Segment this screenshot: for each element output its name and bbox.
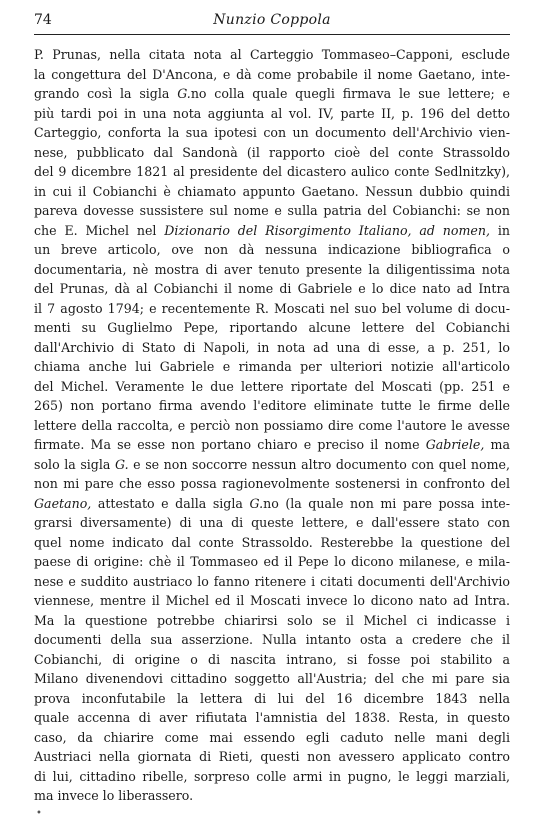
running-head <box>34 10 510 35</box>
text-segment: Gabriele, <box>425 437 485 452</box>
text-line <box>34 513 510 533</box>
text-line <box>34 338 510 358</box>
text-line <box>34 611 510 631</box>
text-segment: P. Prunas, nella citata nota al Carteggio Tommaseo–Capponi, esclude <box>34 47 510 62</box>
text-line <box>34 455 510 475</box>
text-line <box>34 552 510 572</box>
text-segment: nese e suddito austriaco lo fanno ritenere i citati documenti dell'Archivio <box>34 573 510 589</box>
text-segment: e se non soccorre nessun altro documento con quel nome, <box>128 456 510 472</box>
text-segment: del Prunas, dà al Cobianchi il nome di Gabriele e lo dice nato ad Intra <box>34 281 510 296</box>
text-segment: prova inconfutabile la lettera di lui del 16 dicembre 1843 nella <box>34 690 510 706</box>
text-line <box>34 84 510 104</box>
text-line <box>34 162 510 182</box>
text-segment: paese di origine: chè il Tommaseo ed il Pepe lo dicono milanese, e mila- <box>34 554 510 569</box>
text-line <box>34 669 510 689</box>
text-segment: G. <box>177 86 191 101</box>
text-line <box>34 123 510 143</box>
text-segment: in cui il Cobianchi è chiamato appunto Gaetano. Nessun dubbio quindi <box>34 183 510 199</box>
running-title: Nunzio Coppola <box>213 12 331 28</box>
book-page <box>34 10 510 806</box>
text-segment: ma <box>484 437 510 452</box>
text-segment: Milano divenendovi cittadino soggetto all'Austria; del che mi pare sia <box>34 671 510 686</box>
text-segment: chiama anche lui Gabriele e rimanda per ulteriori notizie all'articolo <box>34 359 510 374</box>
text-line <box>34 143 510 163</box>
text-line <box>34 786 510 806</box>
text-line <box>34 630 510 650</box>
text-segment: solo la sigla <box>34 456 115 472</box>
text-segment: 265) non portano firma avendo l'editore eliminate tutte le firme delle <box>34 398 510 413</box>
body-text <box>34 45 510 806</box>
text-segment: quel nome indicato dal conte Strassoldo. Resterebbe la questione del <box>34 534 510 550</box>
text-line <box>34 728 510 748</box>
text-line <box>34 357 510 377</box>
text-line <box>34 65 510 85</box>
text-segment: del 9 dicembre 1821 al presidente del dicastero aulico conte Sedlnitzky), <box>34 164 510 179</box>
text-segment: caso, da chiarire come mai essendo egli caduto nelle mani degli <box>34 729 510 745</box>
text-segment: documentaria, nè mostra di aver tenuto presente la diligentissima nota <box>34 261 510 277</box>
text-segment: no (la quale non mi pare possa inte- <box>263 495 510 511</box>
text-line <box>34 221 510 241</box>
text-segment: firmate. Ma se esse non portano chiaro e preciso il nome <box>34 437 426 452</box>
text-segment: ma invece lo liberassero. <box>34 788 194 803</box>
text-line <box>34 201 510 221</box>
text-line <box>34 494 510 514</box>
text-segment: in <box>490 222 510 238</box>
text-line <box>34 747 510 767</box>
text-line <box>34 104 510 124</box>
text-segment: viennese, mentre il Michel ed il Moscati invece lo dicono nato ad Intra. <box>34 593 510 608</box>
text-segment: grarsi diversamente) di una di queste lettere, e dall'essere stato con <box>34 515 510 530</box>
text-segment: Dizionario del Risorgimento Italiano, ad nomen, <box>164 222 490 238</box>
text-line <box>34 299 510 319</box>
text-segment: Carteggio, conforta la sua ipotesi con un documento dell'Archivio vien- <box>34 125 510 140</box>
text-segment: dall'Archivio di Stato di Napoli, in nota ad una di esse, a p. 251, lo <box>34 339 510 355</box>
text-line <box>34 767 510 787</box>
text-line <box>34 572 510 592</box>
text-line <box>34 708 510 728</box>
stray-mark: • <box>36 808 42 819</box>
text-segment: G. <box>249 495 264 511</box>
text-segment: no colla quale quegli firmava le sue lettere; e <box>190 86 510 101</box>
text-segment: documenti della sua asserzione. Nulla intanto osta a credere che il <box>34 632 510 647</box>
text-line <box>34 240 510 260</box>
text-line <box>34 279 510 299</box>
text-segment: menti su Guglielmo Pepe, riportando alcune lettere del Cobianchi <box>34 320 510 335</box>
text-line <box>34 377 510 397</box>
text-line <box>34 533 510 553</box>
text-line <box>34 45 510 65</box>
text-segment: grando così la sigla <box>34 86 178 101</box>
text-segment: G. <box>114 456 129 472</box>
text-line <box>34 650 510 670</box>
text-segment: non mi pare che esso possa ragionevolmente sostenersi in confronto del <box>34 476 510 491</box>
text-segment: nese, pubblicato dal Sandonà (il rapporto cioè del conte Strassoldo <box>34 144 510 160</box>
text-segment: di lui, cittadino ribelle, sorpreso colle armi in pugno, le leggi marziali, <box>34 768 510 784</box>
text-line <box>34 435 510 455</box>
text-line <box>34 474 510 494</box>
text-segment: Cobianchi, di origine o di nascita intrano, si fosse poi stabilito a <box>34 651 510 667</box>
text-line <box>34 318 510 338</box>
text-segment: lettere della raccolta, e perciò non possiamo dire come l'autore le avesse <box>34 417 510 433</box>
text-segment: quale accenna di aver rifiutata l'amnistia del 1838. Resta, in questo <box>34 710 510 725</box>
text-line <box>34 260 510 280</box>
text-segment: del Michel. Veramente le due lettere riportate del Moscati (pp. 251 e <box>34 378 510 394</box>
text-line <box>34 416 510 436</box>
text-segment: Austriaci nella giornata di Rieti, questi non avessero applicato contro <box>34 749 510 764</box>
text-line <box>34 689 510 709</box>
text-segment: Gaetano, <box>34 495 92 511</box>
text-segment: più tardi poi in una nota aggiunta al vol. IV, parte II, p. 196 del detto <box>34 105 510 121</box>
text-segment: un breve articolo, ove non dà nessuna indicazione bibliografica o <box>34 242 510 257</box>
text-segment: Ma la questione potrebbe chiarirsi solo se il Michel ci indicasse i <box>34 612 510 628</box>
text-segment: che E. Michel nel <box>34 222 165 238</box>
text-segment: il 7 agosto 1794; e recentemente R. Moscati nel suo bel volume di docu- <box>34 300 510 316</box>
text-line <box>34 591 510 611</box>
text-segment: pareva dovesse sussistere sul nome e sulla patria del Cobianchi: se non <box>34 203 510 218</box>
page-number: 74 <box>34 12 52 28</box>
text-line <box>34 396 510 416</box>
text-segment: attestato e dalla sigla <box>91 495 250 511</box>
text-line <box>34 182 510 202</box>
text-segment: la congettura del D'Ancona, e dà come probabile il nome Gaetano, inte- <box>34 66 510 82</box>
